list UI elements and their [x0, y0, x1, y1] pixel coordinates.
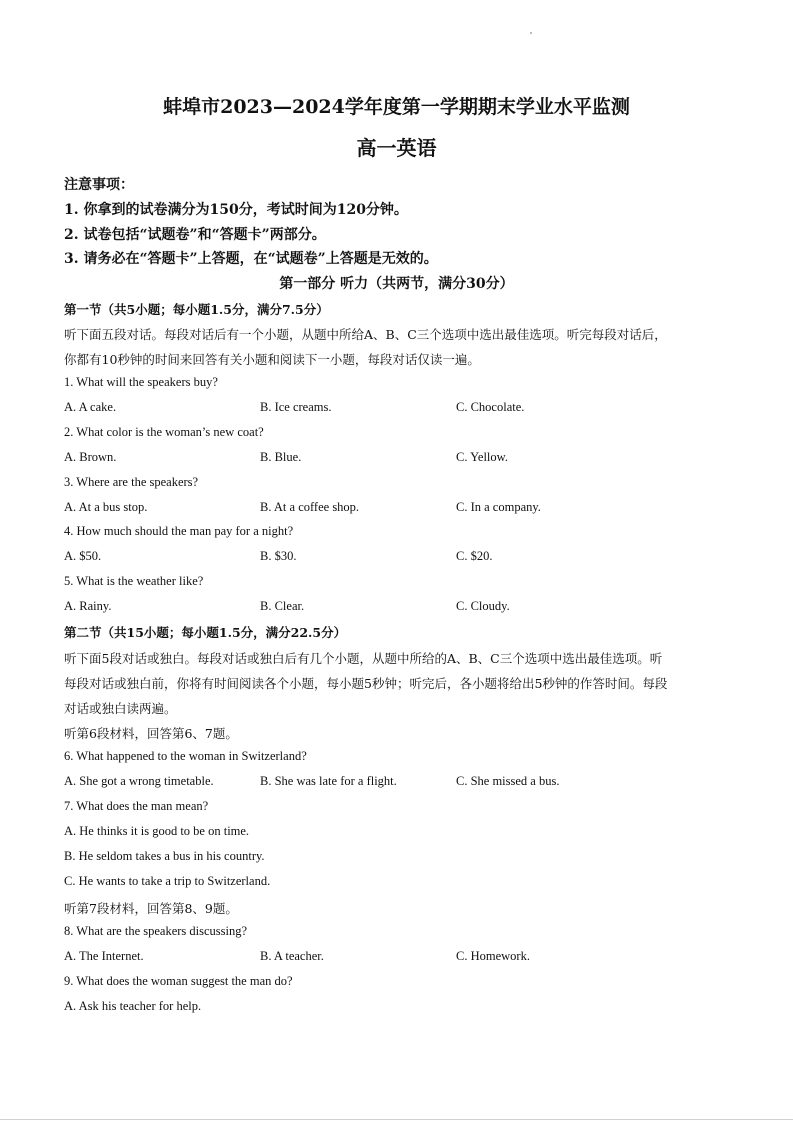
section2-heading: 第二节（共15小题；每小题1.5分，满分22.5分）	[64, 625, 347, 640]
q4-option-c: C. $20.	[456, 549, 493, 563]
q6-option-a: A. She got a wrong timetable.	[64, 774, 214, 788]
question-1: 1. What will the speakers buy?	[64, 375, 218, 389]
material-7-note: 听第7段材料，回答第8、9题。	[64, 901, 238, 916]
question-5: 5. What is the weather like?	[64, 574, 204, 588]
q4-option-a: A. $50.	[64, 549, 102, 563]
section2-instruction: 对话或独白读两遍。	[64, 701, 177, 716]
q8-option-c: C. Homework.	[456, 949, 530, 963]
scan-speck	[530, 32, 532, 34]
q5-option-a: A. Rainy.	[64, 599, 112, 613]
section2-instruction: 每段对话或独白前，你将有时间阅读各个小题，每小题5秒钟；听完后，各小题将给出5秒钟的作答时间。每段	[64, 676, 668, 691]
part1-heading: 第一部分 听力（共两节，满分30分）	[279, 276, 514, 292]
q7-option-a: A. He thinks it is good to be on time.	[64, 824, 250, 838]
section1-instruction: 你都有10秒钟的时间来回答有关小题和阅读下一小题，每段对话仅读一遍。	[64, 352, 480, 367]
q3-option-c: C. In a company.	[456, 500, 541, 514]
q6-option-b: B. She was late for a flight.	[260, 774, 397, 788]
page-bottom-edge	[0, 1119, 793, 1120]
q6-option-c: C. She missed a bus.	[456, 774, 560, 788]
q7-option-c: C. He wants to take a trip to Switzerland.	[64, 874, 271, 888]
q1-option-a: A. A cake.	[64, 400, 117, 414]
notice-item: 2. 试卷包括“试题卷”和“答题卡”两部分。	[64, 227, 326, 243]
notice-heading: 注意事项：	[64, 177, 134, 193]
section2-instruction: 听下面5段对话或独白。每段对话或独白后有几个小题，从题中所给的A、B、C三个选项中选出最佳选项。听	[64, 651, 663, 666]
material-6-note: 听第6段材料，回答第6、7题。	[64, 726, 238, 741]
q5-option-c: C. Cloudy.	[456, 599, 510, 613]
q8-option-b: B. A teacher.	[260, 949, 324, 963]
notice-item: 1. 你拿到的试卷满分为150分，考试时间为120分钟。	[64, 202, 408, 218]
q3-option-a: A. At a bus stop.	[64, 500, 148, 514]
q5-option-b: B. Clear.	[260, 599, 305, 613]
q2-option-b: B. Blue.	[260, 450, 302, 464]
q2-option-a: A. Brown.	[64, 450, 117, 464]
question-8: 8. What are the speakers discussing?	[64, 924, 248, 938]
q4-option-b: B. $30.	[260, 549, 297, 563]
section1-heading: 第一节（共5小题；每小题1.5分，满分7.5分）	[64, 302, 329, 317]
q2-option-c: C. Yellow.	[456, 450, 508, 464]
q1-option-b: B. Ice creams.	[260, 400, 332, 414]
question-7: 7. What does the man mean?	[64, 799, 209, 813]
question-3: 3. Where are the speakers?	[64, 475, 199, 489]
q9-option-a: A. Ask his teacher for help.	[64, 999, 202, 1013]
q8-option-a: A. The Internet.	[64, 949, 144, 963]
q3-option-b: B. At a coffee shop.	[260, 500, 360, 514]
question-6: 6. What happened to the woman in Switzerland?	[64, 749, 307, 763]
question-4: 4. How much should the man pay for a night?	[64, 524, 294, 538]
question-9: 9. What does the woman suggest the man do?	[64, 974, 293, 988]
question-2: 2. What color is the woman’s new coat?	[64, 425, 264, 439]
exam-subject: 高一英语	[356, 136, 437, 160]
exam-title: 蚌埠市2023—2024学年度第一学期期末学业水平监测	[163, 96, 630, 118]
notice-item: 3. 请务必在“答题卡”上答题，在“试题卷”上答题是无效的。	[64, 251, 438, 267]
q7-option-b: B. He seldom takes a bus in his country.	[64, 849, 265, 863]
section1-instruction: 听下面五段对话。每段对话后有一个小题，从题中所给A、B、C三个选项中选出最佳选项。听完每段对话后，	[64, 327, 667, 342]
q1-option-c: C. Chocolate.	[456, 400, 525, 414]
